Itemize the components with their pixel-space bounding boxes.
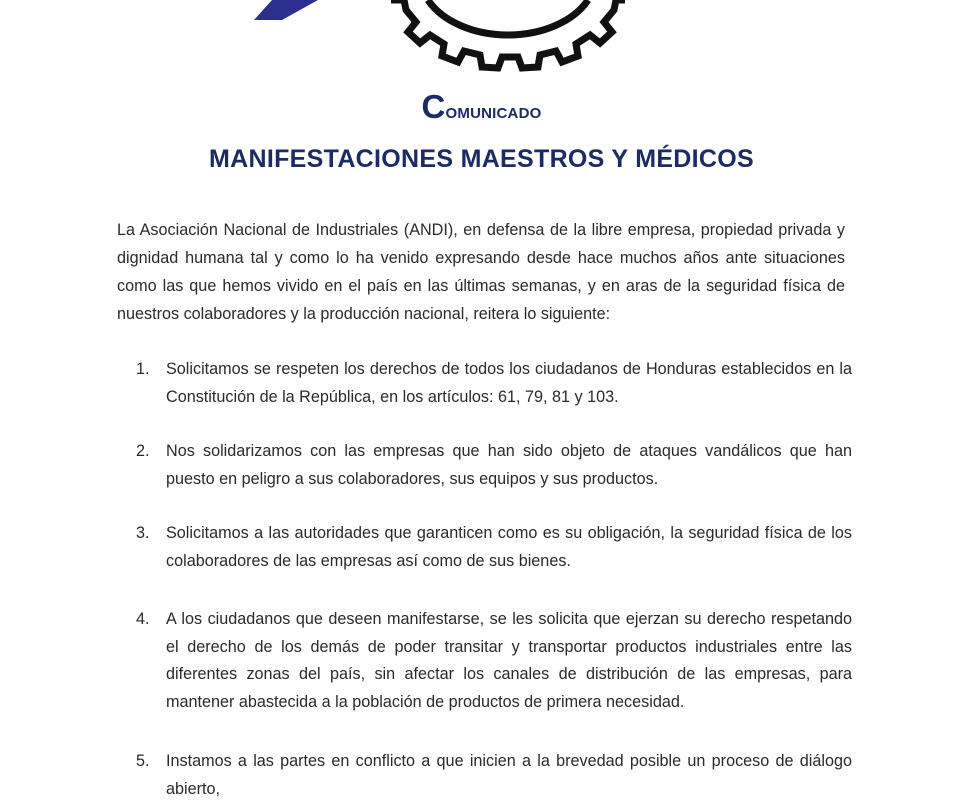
page-subtitle: MANIFESTACIONES MAESTROS Y MÉDICOS [209,145,754,173]
page-title: Comunicado [421,88,542,125]
list-item-text: Solicitamos se respeten los derechos de todos los ciudadanos de Honduras establecidos en la Constitución de la República, en los artículos: 61, 79, 81 y 103. [166,360,852,406]
andi-gear-logo [0,0,963,80]
list-item-number: 5. [136,752,150,770]
list-item [136,606,852,716]
intro-paragraph: La Asociación Nacional de Industriales (ANDI), en defensa de la libre empresa, propiedad privada y dignidad humana tal y como lo ha venido expresando desde hace muchos años ante situaciones como las que hemos vivido en el país en las últimas semanas, y en aras de la seguridad física de nuestros colaboradores y la producción nacional, reitera lo siguiente: [117,221,845,323]
list-item [136,748,852,803]
list-item-number: 2. [136,442,150,460]
list-item-text: Instamos a las partes en conflicto a que inicien a la brevedad posible un proceso de diálogo abierto, [166,752,852,798]
logo-blue-stripe [254,0,318,20]
list-item [136,356,852,411]
list-item-number: 3. [136,524,150,542]
gear-icon [390,0,626,68]
list-item [136,520,852,575]
list-item-text: Solicitamos a las autoridades que garanticen como es su obligación, la seguridad física de los colaboradores de las empresas así como de sus bienes. [166,524,852,570]
list-item-text: Nos solidarizamos con las empresas que han sido objeto de ataques vandálicos que han puesto en peligro a sus colaboradores, sus equipos y sus productos. [166,442,852,488]
list-item-text: A los ciudadanos que deseen manifestarse, se les solicita que ejerzan su derecho respetando el derecho de los demás de poder transitar y transportar productos industriales entre las diferentes zonas del país, sin afectar los canales de distribución de las empresas, para mantener abastecida a la población de productos de primera necesidad. [166,610,852,711]
list-item-number: 1. [136,360,150,378]
list-item [136,438,852,493]
list-item-number: 4. [136,610,150,628]
